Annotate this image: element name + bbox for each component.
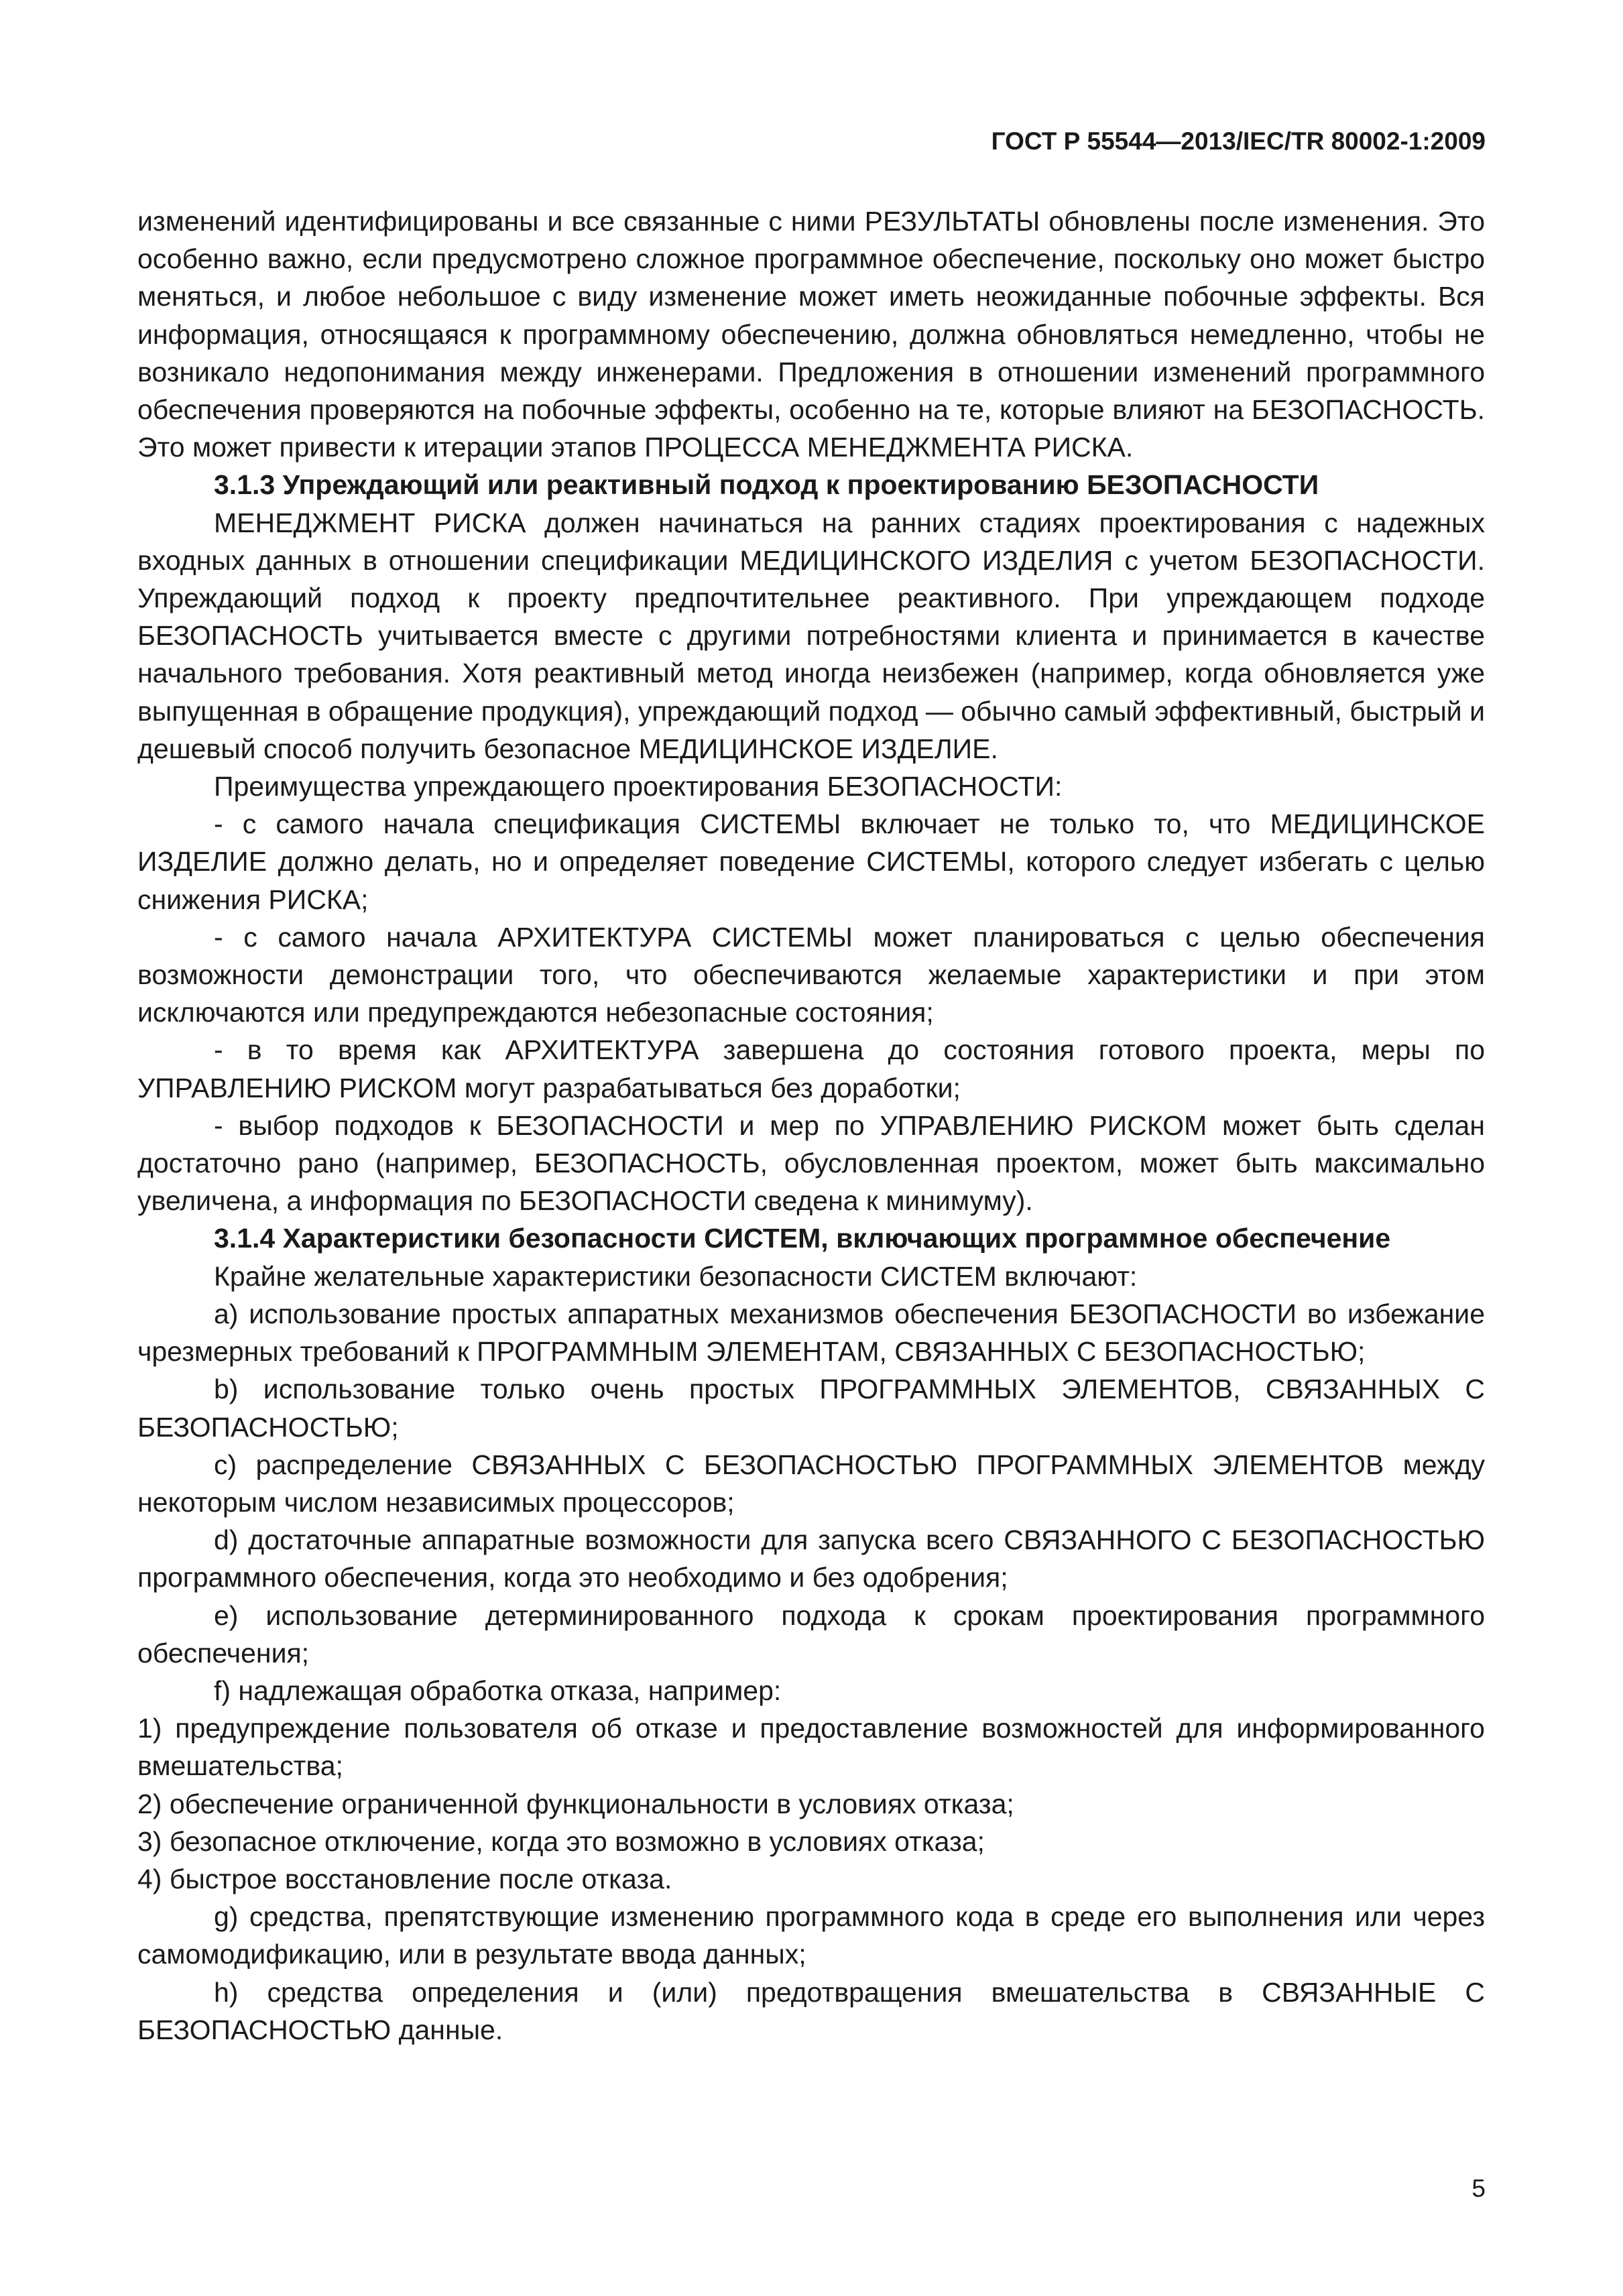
- section-heading-3-1-3: 3.1.3 Упреждающий или реактивный подход к проектированию БЕЗОПАСНОСТИ: [214, 469, 1319, 501]
- sub-list-item: 2) обеспечение ограниченной функциональности в условиях отказа;: [137, 1788, 1014, 1819]
- sub-list-item: 3) безопасное отключение, когда это возможно в условиях отказа;: [137, 1825, 985, 1857]
- list-item: - в то время как АРХИТЕКТУРА завершена до состояния готового проекта, меры по УПРАВЛЕНИЮ РИСКОМ могут разрабатываться без доработки;: [137, 1034, 1485, 1103]
- sub-list-item: 4) быстрое восстановление после отказа.: [137, 1863, 672, 1894]
- paragraph: МЕНЕДЖМЕНТ РИСКА должен начинаться на ранних стадиях проектирования с надежных входных данных в отношении спецификации МЕДИЦИНСКОГО ИЗДЕЛИЯ с учетом БЕЗОПАСНОСТИ. Упреждающий подход к проекту предпочтительнее реактивного. При упреждающем подходе БЕЗОПАСНОСТЬ учитывается вместе с другими потребностями клиента и принимается в качестве начального требования. Хотя реактивный метод иногда неизбежен (например, когда обновляется уже выпущенная в обращение продукция), упреждающий подход — обычно самый эффективный, быстрый и дешевый способ получить безопасное МЕДИЦИНСКОЕ ИЗДЕЛИЕ.: [137, 507, 1485, 764]
- list-item: - выбор подходов к БЕЗОПАСНОСТИ и мер по УПРАВЛЕНИЮ РИСКОМ может быть сделан достаточно рано (например, БЕЗОПАСНОСТЬ, обусловленная проектом, может быть максимально увеличена, а информация по БЕЗОПАСНОСТИ сведена к минимуму).: [137, 1109, 1485, 1217]
- paragraph: Преимущества упреждающего проектирования БЕЗОПАСНОСТИ:: [214, 771, 1063, 802]
- list-item: f) надлежащая обработка отказа, например:: [214, 1675, 782, 1706]
- list-item: h) средства определения и (или) предотвращения вмешательства в СВЯЗАННЫЕ С БЕЗОПАСНОСТЬЮ данные.: [137, 1976, 1485, 2045]
- list-item: d) достаточные аппаратные возможности для запуска всего СВЯЗАННОГО С БЕЗОПАСНОСТЬЮ программного обеспечения, когда это необходимо и без одобрения;: [137, 1524, 1485, 1593]
- section-heading-3-1-4: 3.1.4 Характеристики безопасности СИСТЕМ, включающих программное обеспечение: [214, 1223, 1391, 1254]
- list-item: c) распределение СВЯЗАННЫХ С БЕЗОПАСНОСТЬЮ ПРОГРАММНЫХ ЭЛЕМЕНТОВ между некоторым числом независимых процессоров;: [137, 1449, 1485, 1518]
- document-body: [137, 202, 1485, 2049]
- paragraph-continuation: изменений идентифицированы и все связанные с ними РЕЗУЛЬТАТЫ обновлены после изменения. Это особенно важно, если предусмотрено сложное программное обеспечение, поскольку оно может быстро меняться, и любое небольшое с виду изменение может иметь неожиданные побочные эффекты. Вся информация, относящаяся к программному обеспечению, должна обновляться немедленно, чтобы не возникало недопонимания между инженерами. Предложения в отношении изменений программного обеспечения проверяются на побочные эффекты, особенно на те, которые влияют на БЕЗОПАСНОСТЬ. Это может привести к итерации этапов ПРОЦЕССА МЕНЕДЖМЕНТА РИСКА.: [137, 206, 1485, 463]
- list-item: e) использование детерминированного подхода к срокам проектирования программного обеспечения;: [137, 1599, 1485, 1669]
- list-item: - с самого начала спецификация СИСТЕМЫ включает не только то, что МЕДИЦИНСКОЕ ИЗДЕЛИЕ должно делать, но и определяет поведение СИСТЕМЫ, которого следует избегать с целью снижения РИСКА;: [137, 808, 1485, 915]
- sub-list-item: 1) предупреждение пользователя об отказе и предоставление возможностей для информированного вмешательства;: [137, 1713, 1485, 1782]
- list-item: - с самого начала АРХИТЕКТУРА СИСТЕМЫ может планироваться с целью обеспечения возможности демонстрации того, что обеспечиваются желаемые характеристики и при этом исключаются или предупреждаются небезопасные состояния;: [137, 921, 1485, 1028]
- paragraph: Крайне желательные характеристики безопасности СИСТЕМ включают:: [214, 1260, 1138, 1292]
- standard-header: ГОСТ Р 55544—2013/IEC/TR 80002-1:2009: [991, 127, 1486, 155]
- list-item: b) использование только очень простых ПРОГРАММНЫХ ЭЛЕМЕНТОВ, СВЯЗАННЫХ С БЕЗОПАСНОСТЬЮ;: [137, 1374, 1485, 1443]
- list-item: a) использование простых аппаратных механизмов обеспечения БЕЗОПАСНОСТИ во избежание чрезмерных требований к ПРОГРАММНЫМ ЭЛЕМЕНТАМ, СВЯЗАННЫХ С БЕЗОПАСНОСТЬЮ;: [137, 1298, 1485, 1368]
- list-item: g) средства, препятствующие изменению программного кода в среде его выполнения или через самомодификацию, или в результате ввода данных;: [137, 1901, 1485, 1970]
- page-number: 5: [1471, 2175, 1486, 2202]
